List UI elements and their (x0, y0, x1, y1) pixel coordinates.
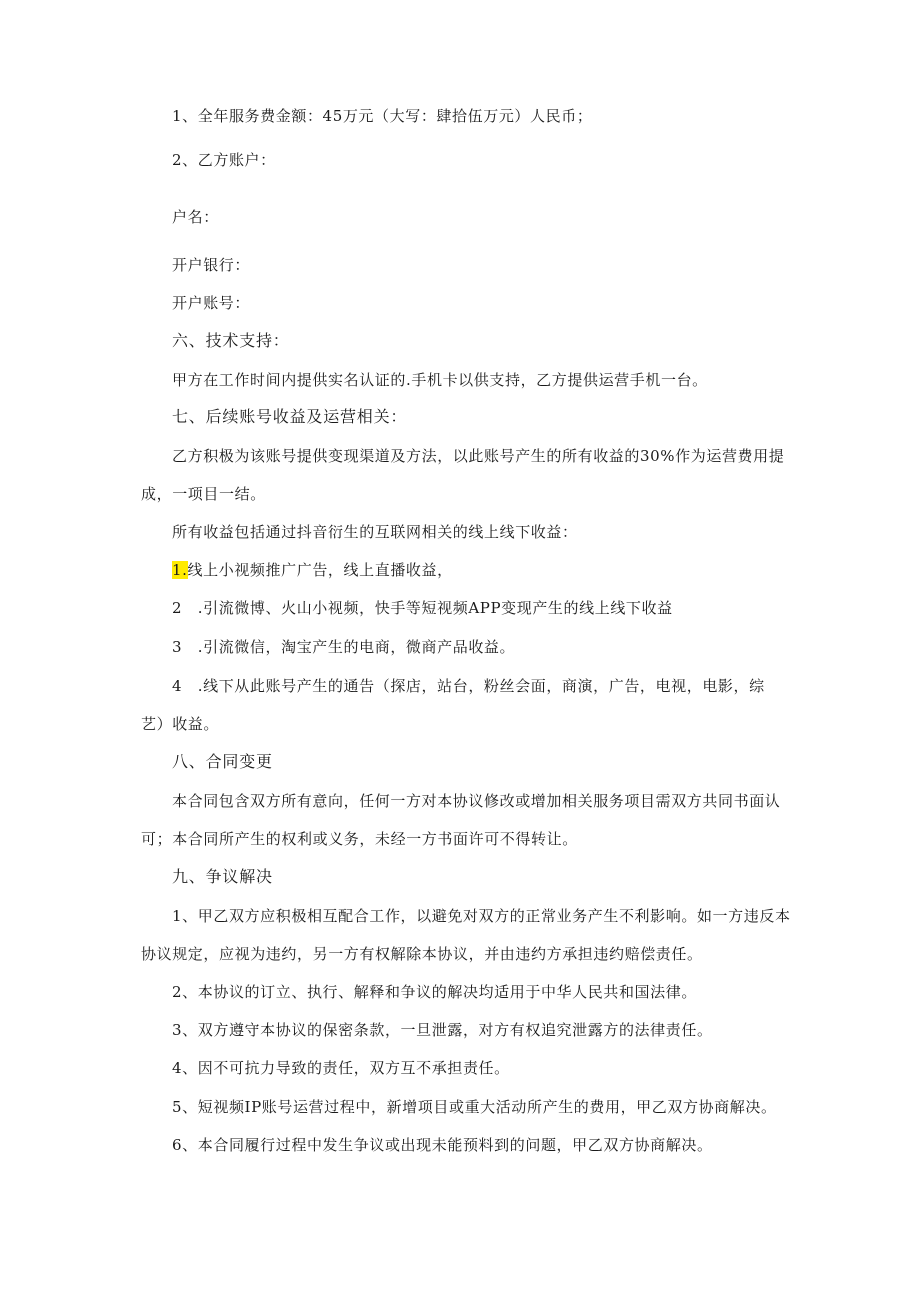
section-heading-tech-support: 六、技术支持： (172, 331, 290, 350)
list-item: 1、甲乙双方应积极相互配合工作，以避免对双方的正常业务产生不利影响。如一方违反本 (172, 907, 791, 925)
list-item: 3、双方遵守本协议的保密条款，一旦泄露，对方有权追究泄露方的法律责任。 (172, 1021, 713, 1039)
account-number-field: 开户账号： (172, 294, 251, 312)
highlighted-number: 1. (172, 561, 188, 579)
list-item-continuation: 协议规定，应视为违约，另一方有权解除本协议，并由违约方承担违约赔偿责任。 (141, 945, 703, 963)
paragraph-line: 可；本合同所产生的权利或义务，未经一方书面许可不得转让。 (141, 830, 578, 848)
list-item-text: 线上小视频推广广告，线上直播收益， (187, 561, 453, 579)
list-item: 4 .线下从此账号产生的通告（探店，站台，粉丝会面，商演，广告，电视，电影，综 (172, 677, 765, 695)
list-item: 5、短视频IP账号运营过程中，新增项目或重大活动所产生的费用，甲乙双方协商解决。 (172, 1098, 777, 1116)
paragraph-line: 本合同包含双方所有意向，任何一方对本协议修改或增加相关服务项目需双方共同书面认 (172, 792, 781, 810)
account-label: 2、乙方账户： (172, 151, 276, 169)
account-name-field: 户名： (172, 208, 219, 226)
paragraph: 甲方在工作时间内提供实名认证的.手机卡以供支持，乙方提供运营手机一台。 (172, 371, 708, 389)
paragraph: 所有收益包括通过抖音衍生的互联网相关的线上线下收益： (172, 523, 578, 541)
list-item: 4、因不可抗力导致的责任，双方互不承担责任。 (172, 1059, 510, 1077)
list-item: 3 .引流微信，淘宝产生的电商，微商产品收益。 (172, 638, 516, 656)
list-item: 6、本合同履行过程中发生争议或出现未能预料到的问题，甲乙双方协商解决。 (172, 1136, 713, 1154)
list-item-continuation: 艺）收益。 (141, 715, 220, 733)
fee-amount: 1、全年服务费金额：45万元（大写：肆拾伍万元）人民币； (172, 107, 593, 125)
paragraph-line: 成，一项目一结。 (141, 485, 266, 503)
list-item (172, 560, 453, 580)
bank-field: 开户银行： (172, 256, 251, 274)
paragraph-line: 乙方积极为该账号提供变现渠道及方法，以此账号产生的所有收益的30%作为运营费用提 (172, 447, 785, 465)
list-item: 2、本协议的订立、执行、解释和争议的解决均适用于中华人民共和国法律。 (172, 983, 697, 1001)
section-heading-revenue: 七、后续账号收益及运营相关： (172, 407, 408, 426)
section-heading-dispute: 九、争议解决 (172, 867, 273, 886)
list-item: 2 .引流微博、火山小视频，快手等短视频APP变现产生的线上线下收益 (172, 599, 673, 617)
section-heading-contract-change: 八、合同变更 (172, 752, 273, 771)
